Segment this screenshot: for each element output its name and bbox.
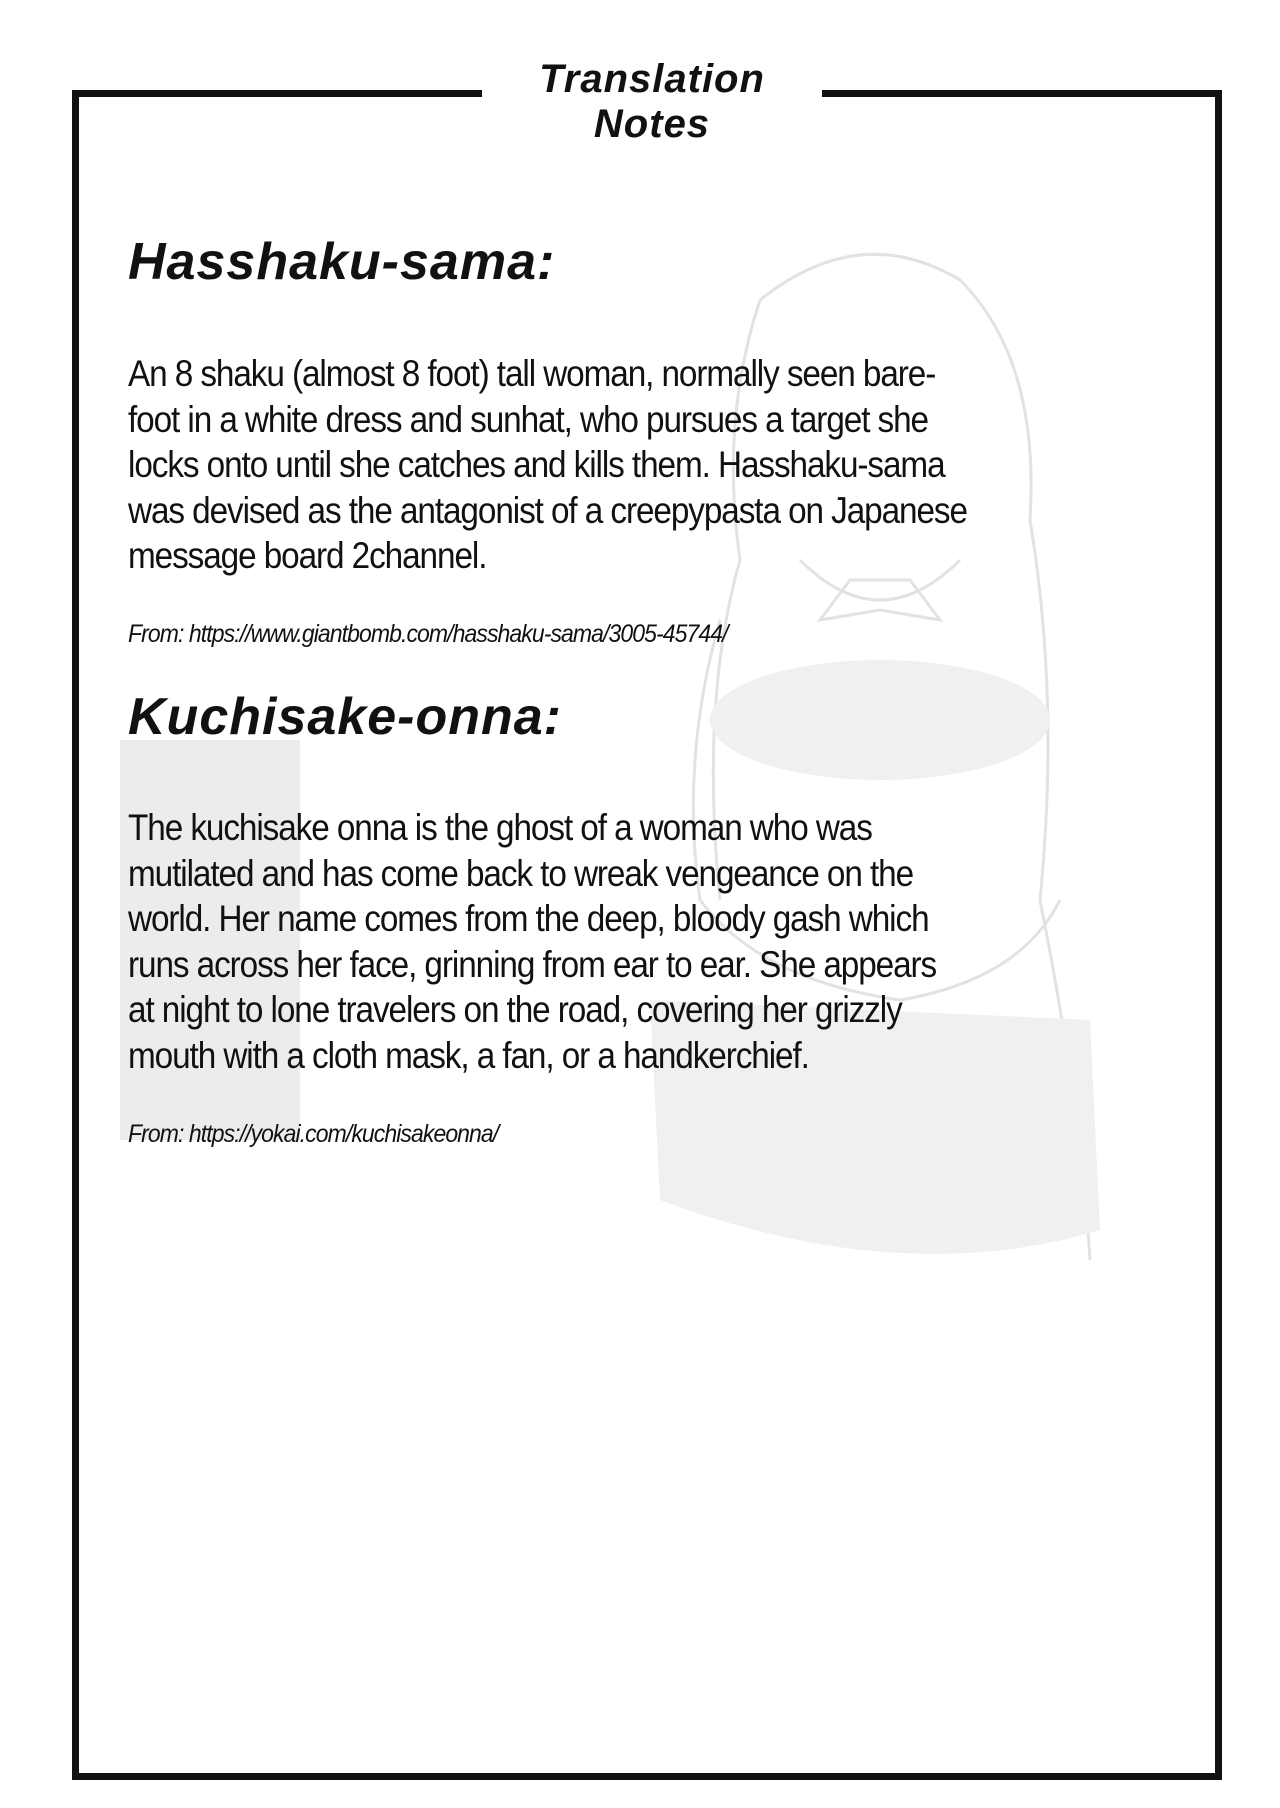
body-line: runs across her face, grinning from ear to ear. She appears <box>128 943 937 985</box>
page-title-line1: Translation <box>539 57 765 101</box>
body-line: The kuchisake onna is the ghost of a woman who was <box>128 807 872 848</box>
body-line: mutilated and has come back to wreak vengeance on the <box>128 852 914 894</box>
body-line: locks onto until she catches and kills them. Hasshaku-sama <box>128 444 945 485</box>
page-title-line2: Notes <box>593 102 711 146</box>
note-heading-kuchisake: Kuchisake-onna: <box>128 688 562 746</box>
note-heading-hasshaku: Hasshaku-sama: <box>128 233 556 291</box>
body-line: world. Her name comes from the deep, bloody gash which <box>128 898 929 939</box>
note-body-hasshaku <box>128 351 1060 579</box>
body-line: message board 2channel. <box>128 535 487 576</box>
note-source-hasshaku: From: https://www.giantbomb.com/hasshaku-sama/3005-45744/ <box>128 620 728 648</box>
body-line: An 8 shaku (almost 8 foot) tall woman, normally seen bare- <box>128 353 936 394</box>
body-line: foot in a white dress and sunhat, who pursues a target she <box>128 398 929 440</box>
note-source-kuchisake: From: https://yokai.com/kuchisakeonna/ <box>128 1120 499 1148</box>
note-body-kuchisake <box>128 805 1026 1078</box>
body-line: mouth with a cloth mask, a fan, or a handkerchief. <box>128 1034 809 1076</box>
body-line: was devised as the antagonist of a creepypasta on Japanese <box>128 489 967 531</box>
body-line: at night to lone travelers on the road, covering her grizzly <box>128 989 902 1030</box>
